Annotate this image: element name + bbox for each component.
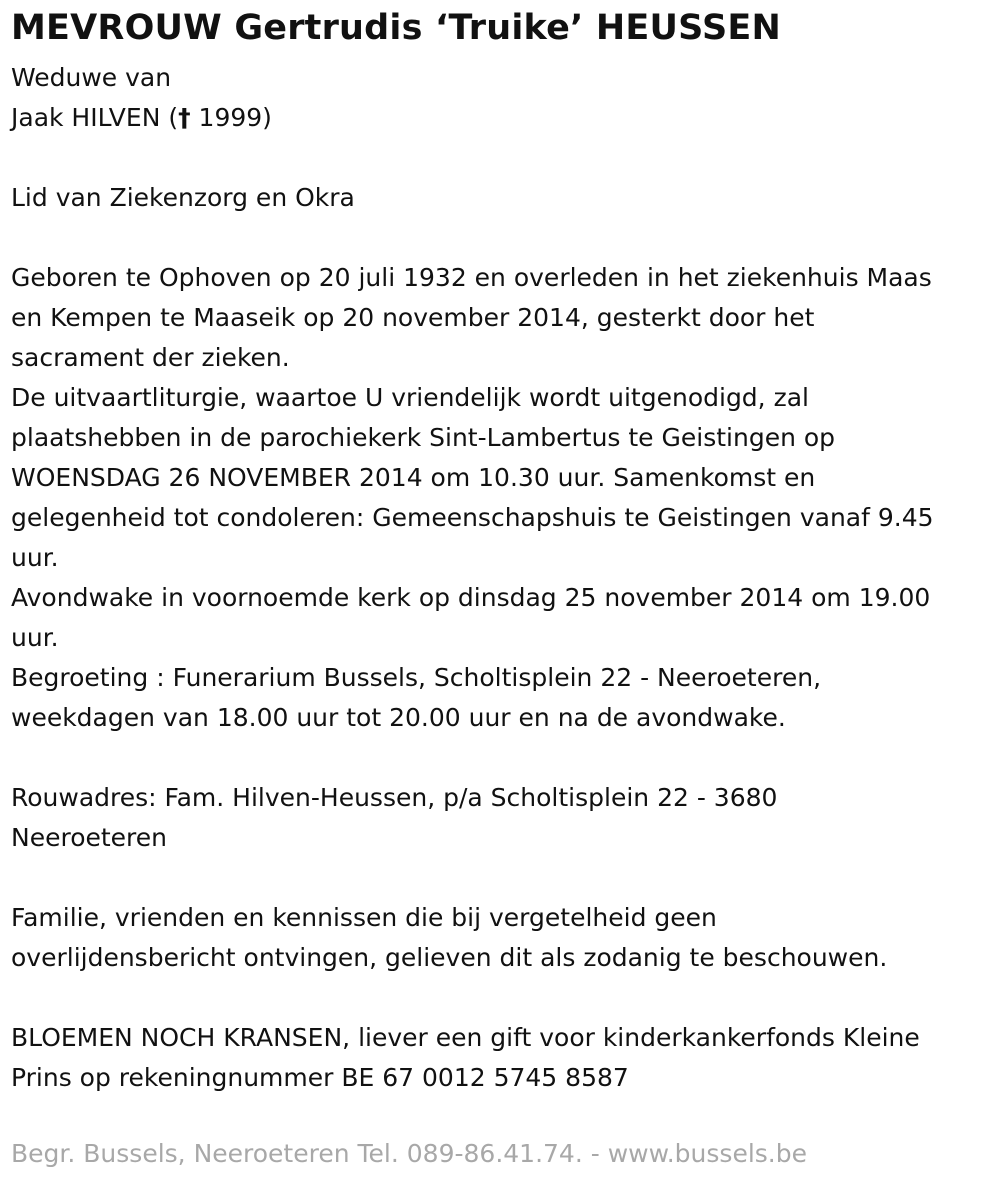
spacer [11, 218, 996, 258]
spouse-year: 1999) [190, 103, 272, 132]
flowers-line: Prins op rekeningnummer BE 67 0012 5745 8587 [11, 1063, 629, 1092]
body-line: uur. [11, 623, 59, 652]
spacer [11, 978, 996, 1018]
spouse-line [11, 98, 996, 138]
notice-line: Familie, vrienden en kennissen die bij vergetelheid geen [11, 903, 717, 932]
body-line: plaatshebben in de parochiekerk Sint-Lambertus te Geistingen op [11, 423, 836, 452]
body-line: WOENSDAG 26 NOVEMBER 2014 om 10.30 uur. Samenkomst en [11, 463, 816, 492]
body-line: De uitvaartliturgie, waartoe U vriendelijk wordt uitgenodigd, zal [11, 383, 809, 412]
widow-label: Weduwe van [11, 63, 172, 92]
spacer [11, 858, 996, 898]
spacer [11, 738, 996, 778]
body-line: en Kempen te Maaseik op 20 november 2014, gesterkt door het [11, 303, 815, 332]
spouse-name: Jaak HILVEN ( [11, 103, 179, 132]
body-line: gelegenheid tot condoleren: Gemeenschapshuis te Geistingen vanaf 9.45 [11, 503, 934, 532]
body-line: Geboren te Ophoven op 20 juli 1932 en overleden in het ziekenhuis Maas [11, 263, 932, 292]
flowers-notice [11, 1018, 996, 1098]
family-notice [11, 898, 996, 978]
body-line: uur. [11, 543, 59, 572]
spacer [11, 138, 996, 178]
death-notice [11, 0, 996, 1098]
body-line: Avondwake in voornoemde kerk op dinsdag 25 november 2014 om 19.00 [11, 583, 931, 612]
membership-line: Lid van Ziekenzorg en Okra [11, 183, 355, 212]
body-line: weekdagen van 18.00 uur tot 20.00 uur en na de avondwake. [11, 703, 786, 732]
deceased-name-title: MEVROUW Gertrudis ‘Truike’ HEUSSEN [11, 8, 781, 48]
body-line: Begroeting : Funerarium Bussels, Scholtisplein 22 - Neeroeteren, [11, 663, 822, 692]
body-paragraph [11, 258, 996, 738]
address-line: Neeroeteren [11, 823, 168, 852]
notice-line: overlijdensbericht ontvingen, gelieven dit als zodanig te beschouwen. [11, 943, 888, 972]
address-line: Rouwadres: Fam. Hilven-Heussen, p/a Scholtisplein 22 - 3680 [11, 783, 778, 812]
body-line: sacrament der zieken. [11, 343, 290, 372]
flowers-line: BLOEMEN NOCH KRANSEN, liever een gift voor kinderkankerfonds Kleine [11, 1023, 920, 1052]
cross-icon: † [178, 103, 191, 132]
funeral-home-footer: Begr. Bussels, Neeroeteren Tel. 089-86.41.74. - www.bussels.be [11, 1139, 807, 1168]
mourning-address [11, 778, 996, 858]
